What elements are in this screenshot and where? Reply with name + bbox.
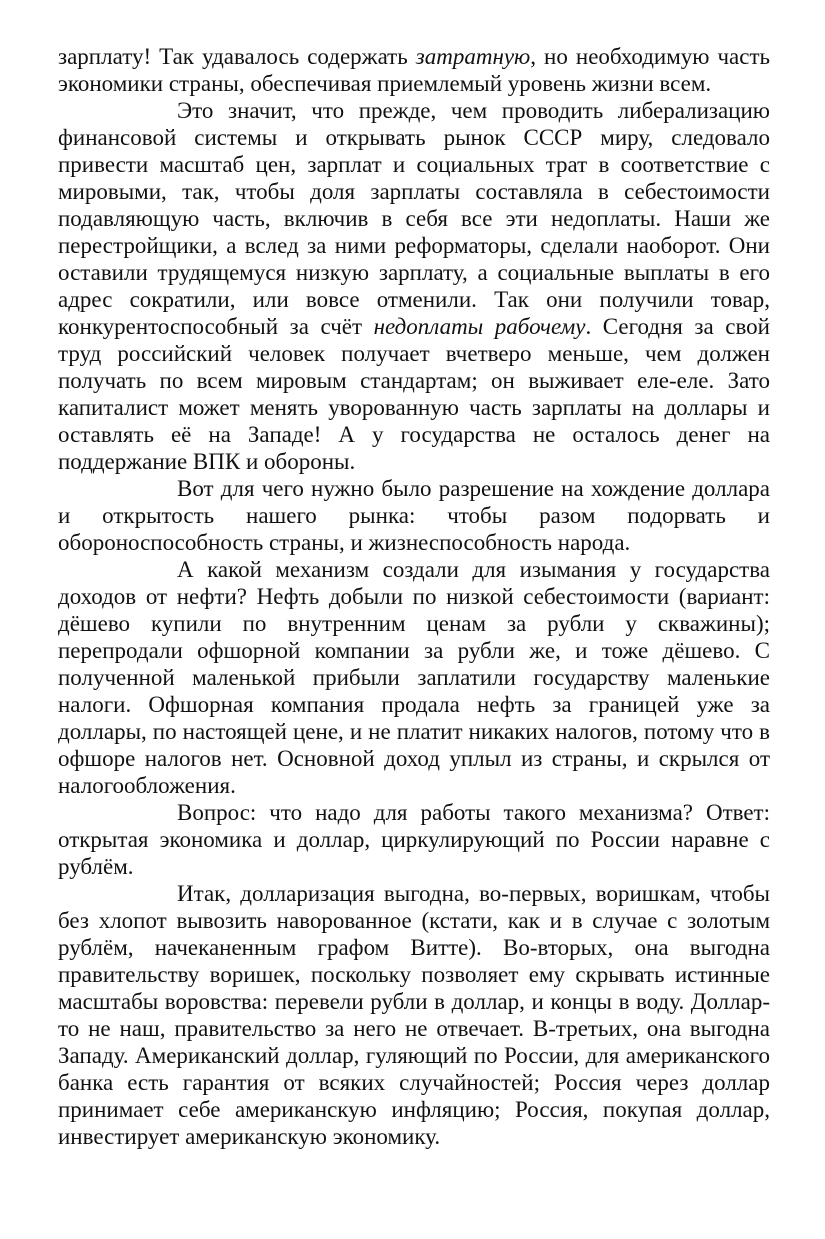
paragraph-3 (58, 475, 770, 556)
paragraph-1-text: зарплату! Так удавалось содержать (58, 44, 416, 69)
paragraph-2-emphasis: недоплаты рабочему (373, 314, 586, 339)
paragraph-5-text: Вопрос: что надо для работы такого механизма? Ответ: открытая экономика и доллар, циркулирующий по России наравне с рублём. (58, 800, 770, 879)
paragraph-4-text: А какой механизм создали для изымания у государства доходов от нефти? Нефть добыли по низкой себестоимости (вариант: дёшево купили по внутренним ценам за рубли у скважины); перепродали офшорной компании за рубли же, и тоже дёшево. С полученной маленькой прибыли заплатили государству маленькие налоги. Офшорная компания продала нефть за границей уже за доллары, по настоящей цене, и не платит никаких налогов, потому что в офшоре налогов нет. Основной доход уплыл из страны, и скрылся от налогообложения. (58, 557, 770, 798)
paragraph-1 (58, 43, 770, 97)
paragraph-3-text: Вот для чего нужно было разрешение на хождение доллара и открытость нашего рынка: чтобы разом подорвать и обороноспособность страны, и жизнеспособность народа. (58, 476, 770, 555)
paragraph-5 (58, 799, 770, 880)
paragraph-4 (58, 556, 770, 799)
paragraph-6 (58, 880, 770, 1150)
paragraph-1-emphasis: затратную (415, 44, 531, 69)
paragraph-2-text: Это значит, что прежде, чем проводить либерализацию финансовой системы и открывать рынок СССР миру, следовало привести масштаб цен, зарплат и социальных трат в соответствие с мировыми, так, чтобы доля зарплаты составляла в себестоимости подавляющую часть, включив в себя все эти недоплаты. Наши же перестройщики, а вслед за ними реформаторы, сделали наоборот. Они оставили трудящемуся низкую зарплату, а социальные выплаты в его адрес сократили, или вовсе отменили. Так они получили товар, конкурентоспособный за счёт (58, 98, 770, 339)
paragraph-6-text: Итак, долларизация выгодна, во-первых, воришкам, чтобы без хлопот вывозить наворованное (кстати, как и в случае с золотым рублём, начеканенным графом Витте). Во-вторых, она выгодна правительству воришек, поскольку позволяет ему скрывать истинные масштабы воровства: перевели рубли в доллар, и концы в воду. Доллар-то не наш, правительство за него не отвечает. В-третьих, она выгодна Западу. Американский доллар, гуляющий по России, для американского банка есть гарантия от всяких случайностей; Россия через доллар принимает себе американскую инфляцию; Россия, покупая доллар, инвестирует американскую экономику. (58, 881, 770, 1149)
page-body (58, 43, 770, 1150)
paragraph-2-text-end: . Сегодня за свой труд российский человек получает вчетверо меньше, чем должен получать по всем мировым стандартам; он выживает еле-еле. Зато капиталист может менять уворованную часть зарплаты на доллары и оставлять её на Западе! А у государства не осталось денег на поддержание ВПК и обороны. (58, 314, 770, 474)
paragraph-2 (58, 97, 770, 475)
paragraph-1-text-end: , но необходимую часть экономики страны, обеспечивая приемлемый уровень жизни всем. (58, 44, 770, 96)
